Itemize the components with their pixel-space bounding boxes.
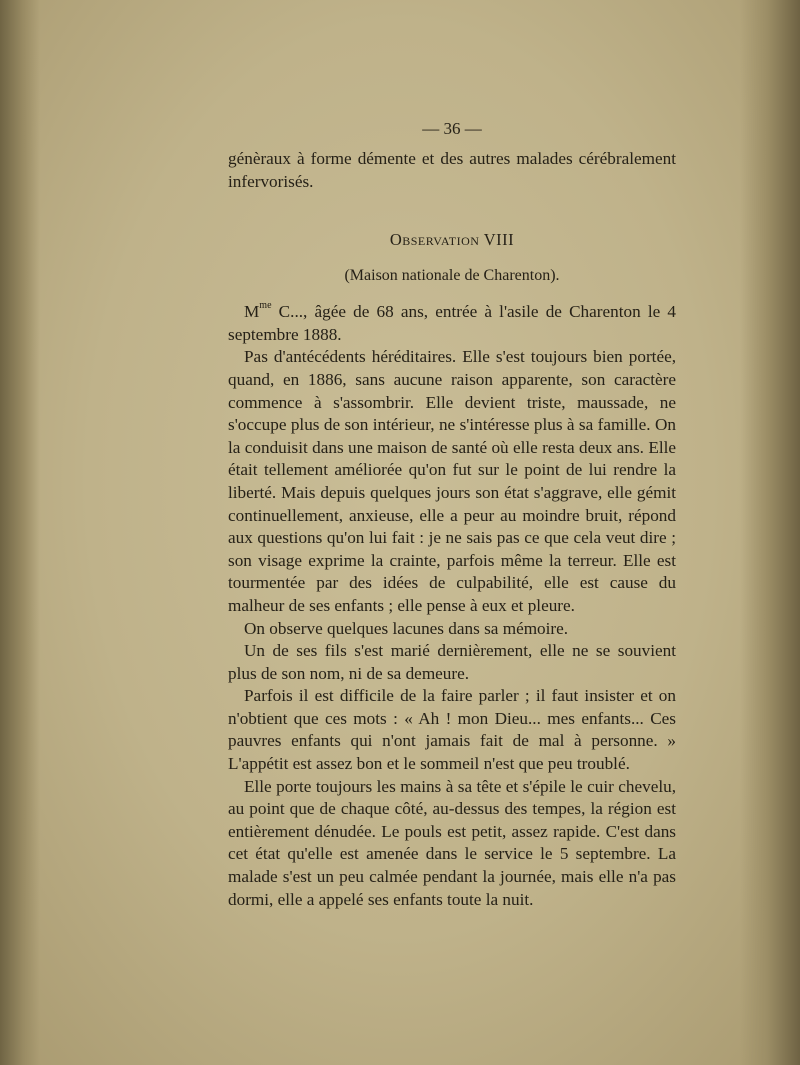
text-block [228, 118, 676, 911]
page-number: — 36 — [422, 119, 482, 138]
paragraph-son: Un de ses fils s'est marié dernièrement, elle ne se souvient plus de son nom, ni de sa demeure. [228, 641, 676, 683]
opening-paragraph: génèraux à forme démente et des autres malades cérébralement infervorisés. [228, 149, 676, 191]
paragraph-behavior: Elle porte toujours les mains à sa tête et s'épile le cuir chevelu, au point que de chaque côté, au-dessus des tempes, la région est entièrement dénudée. Le pouls est petit, assez rapide. C'est dans cet état qu'elle est amenée dans le service le 5 septembre. La malade s'est un peu calmée pendant la journée, mais elle n'a pas dormi, elle a appelé ses enfants toute la nuit. [228, 776, 676, 909]
page-edge-right [740, 0, 800, 1065]
page-edge-left [0, 0, 40, 1065]
observation-heading: Observation VIII [389, 230, 515, 250]
patient-title: $M^{me}$ [244, 300, 272, 322]
patient-intro-paragraph [228, 301, 676, 346]
patient-intro-text: C..., âgée de 68 ans, entrée à l'asile de Charenton le 4 septembre 1888. [228, 302, 676, 344]
paragraph-memory: On observe quelques lacunes dans sa mémoire. [244, 618, 569, 638]
paragraph-speech: Parfois il est difficile de la faire parler ; il faut insister et on n'obtient que ces mots : « Ah ! mon Dieu... mes enfants... Ces pauvres enfants qui n'ont jamais fait de mal à personne. » L'appétit est assez bon et le sommeil n'est que peu troublé. [228, 686, 676, 774]
institution-subheading: (Maison nationale de Charenton). [344, 267, 560, 285]
paragraph-history: Pas d'antécédents héréditaires. Elle s'est toujours bien portée, quand, en 1886, sans aucune raison apparente, son caractère commence à s'assombrir. Elle devient triste, maussade, ne s'occupe plus de son intérieur, ne s'intéresse plus à sa famille. On la conduisit dans une maison de santé où elle resta deux ans. Elle était tellement améliorée qu'on fut sur le point de lui rendre la liberté. Mais depuis quelques jours son état s'aggrave, elle gémit continuellement, anxieuse, elle a peur au moindre bruit, répond aux questions qu'on lui fait : je ne sais pas ce que cela veut dire ; son visage exprime la crainte, parfois même la terreur. Elle est tourmentée par des idées de culpabilité, elle est cause du malheur de ses enfants ; elle pense à eux et pleure. [228, 347, 676, 615]
